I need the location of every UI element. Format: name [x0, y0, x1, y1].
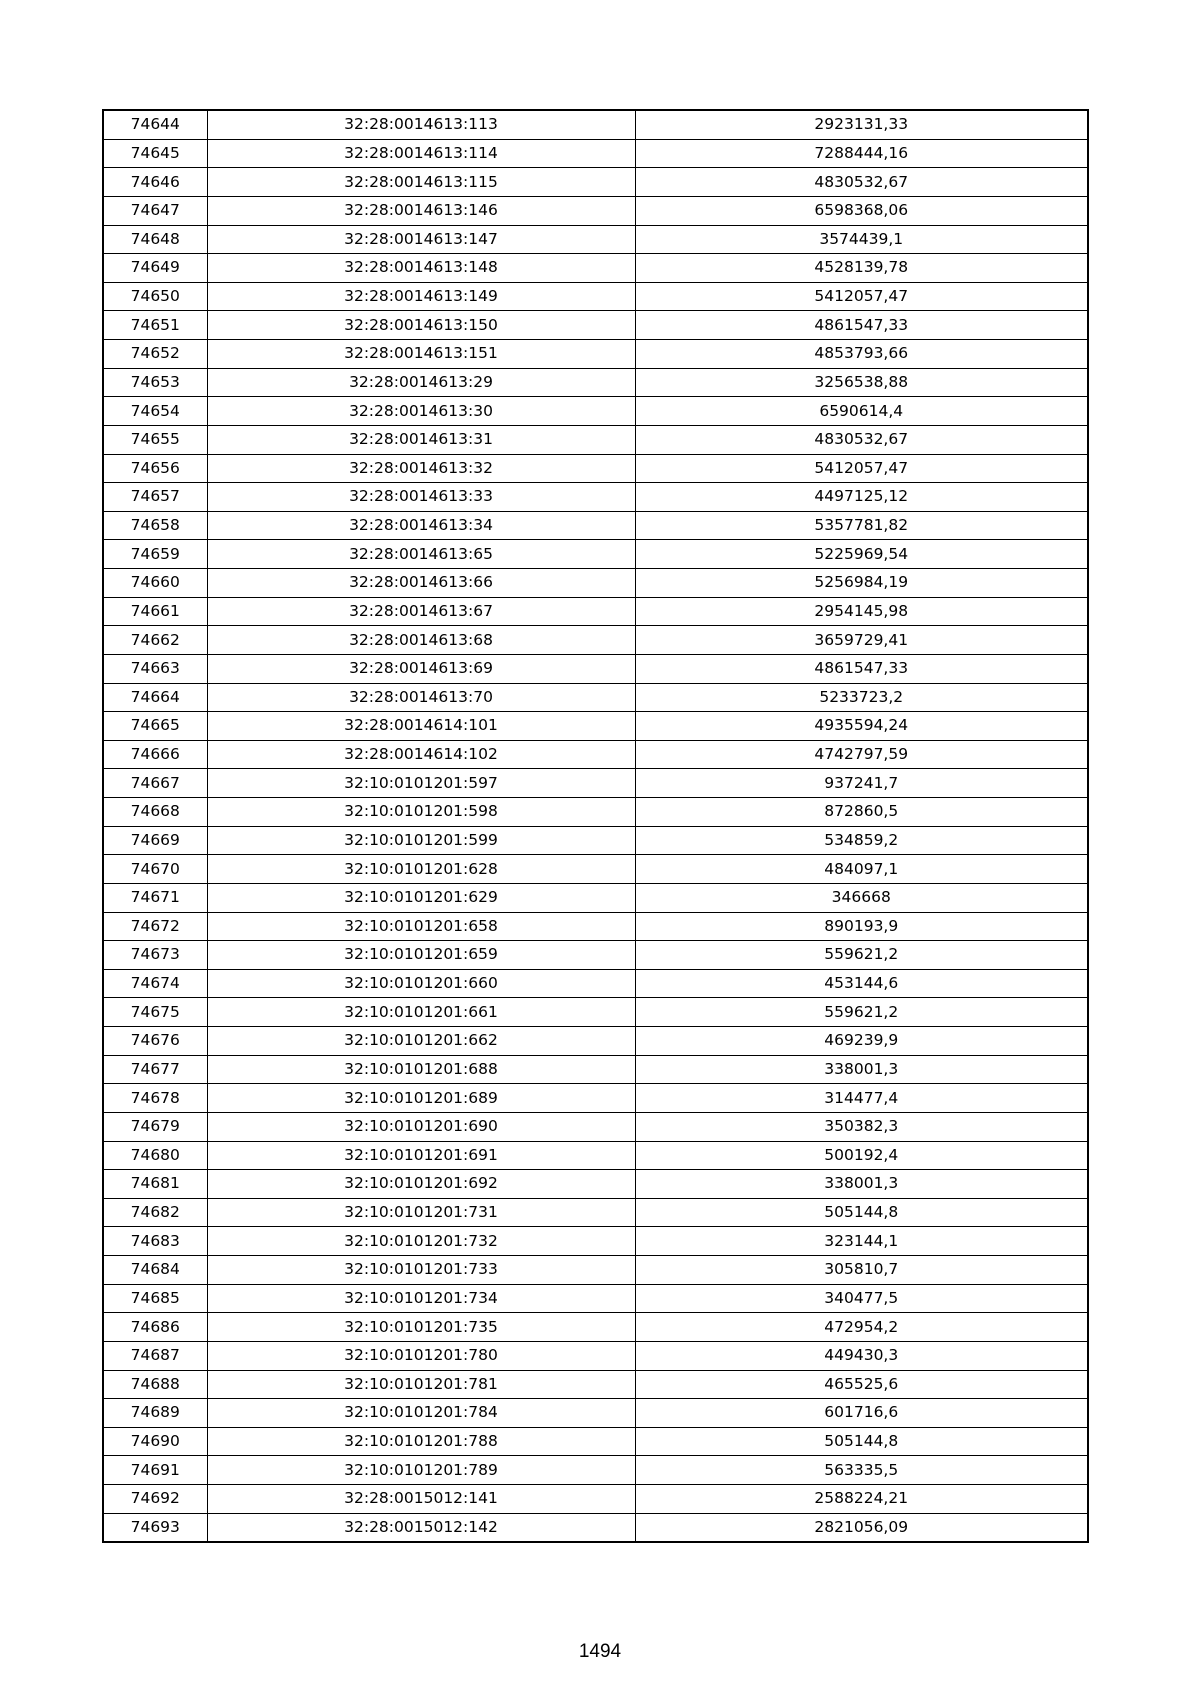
cadastral-number-cell: 32:10:0101201:660: [207, 969, 635, 998]
table-row: [103, 569, 1088, 598]
table-row: [103, 1284, 1088, 1313]
table-row: [103, 1227, 1088, 1256]
table-row: [103, 1313, 1088, 1342]
row-number-cell: 74655: [103, 425, 207, 454]
cadastral-number-cell: 32:10:0101201:629: [207, 883, 635, 912]
table-row: [103, 397, 1088, 426]
row-number-cell: 74691: [103, 1456, 207, 1485]
value-cell: 5233723,2: [635, 683, 1088, 712]
table-row: [103, 798, 1088, 827]
row-number-cell: 74676: [103, 1027, 207, 1056]
table-row: [103, 1427, 1088, 1456]
table-row: [103, 597, 1088, 626]
value-cell: 323144,1: [635, 1227, 1088, 1256]
value-cell: 4830532,67: [635, 425, 1088, 454]
cadastral-number-cell: 32:10:0101201:784: [207, 1399, 635, 1428]
value-cell: 465525,6: [635, 1370, 1088, 1399]
cadastral-number-cell: 32:10:0101201:733: [207, 1256, 635, 1285]
row-number-cell: 74656: [103, 454, 207, 483]
cadastral-number-cell: 32:10:0101201:780: [207, 1341, 635, 1370]
row-number-cell: 74678: [103, 1084, 207, 1113]
cadastral-number-cell: 32:28:0014613:29: [207, 368, 635, 397]
table-row: [103, 912, 1088, 941]
cadastral-number-cell: 32:28:0014613:149: [207, 282, 635, 311]
cadastral-number-cell: 32:28:0015012:142: [207, 1513, 635, 1542]
cadastral-number-cell: 32:10:0101201:661: [207, 998, 635, 1027]
table-row: [103, 282, 1088, 311]
cadastral-number-cell: 32:28:0014613:69: [207, 654, 635, 683]
table-row: [103, 1456, 1088, 1485]
table-row: [103, 110, 1088, 139]
value-cell: 340477,5: [635, 1284, 1088, 1313]
row-number-cell: 74686: [103, 1313, 207, 1342]
cadastral-number-cell: 32:28:0014613:32: [207, 454, 635, 483]
cadastral-number-cell: 32:28:0014613:33: [207, 483, 635, 512]
cadastral-number-cell: 32:28:0014613:115: [207, 168, 635, 197]
table-row: [103, 425, 1088, 454]
row-number-cell: 74666: [103, 740, 207, 769]
row-number-cell: 74685: [103, 1284, 207, 1313]
value-cell: 449430,3: [635, 1341, 1088, 1370]
cadastral-number-cell: 32:10:0101201:789: [207, 1456, 635, 1485]
row-number-cell: 74654: [103, 397, 207, 426]
table-row: [103, 1485, 1088, 1514]
value-cell: 469239,9: [635, 1027, 1088, 1056]
table-row: [103, 654, 1088, 683]
row-number-cell: 74664: [103, 683, 207, 712]
value-cell: 4861547,33: [635, 311, 1088, 340]
row-number-cell: 74645: [103, 139, 207, 168]
cadastral-number-cell: 32:28:0014613:68: [207, 626, 635, 655]
table-body: [103, 110, 1088, 1542]
table-row: [103, 712, 1088, 741]
row-number-cell: 74690: [103, 1427, 207, 1456]
row-number-cell: 74687: [103, 1341, 207, 1370]
cadastral-number-cell: 32:28:0014613:31: [207, 425, 635, 454]
value-cell: 484097,1: [635, 855, 1088, 884]
table-row: [103, 311, 1088, 340]
cadastral-number-cell: 32:10:0101201:628: [207, 855, 635, 884]
cadastral-number-cell: 32:10:0101201:781: [207, 1370, 635, 1399]
cadastral-number-cell: 32:28:0014613:66: [207, 569, 635, 598]
row-number-cell: 74648: [103, 225, 207, 254]
value-cell: 890193,9: [635, 912, 1088, 941]
row-number-cell: 74661: [103, 597, 207, 626]
cadastral-number-cell: 32:28:0014613:70: [207, 683, 635, 712]
row-number-cell: 74650: [103, 282, 207, 311]
table-row: [103, 1084, 1088, 1113]
table-row: [103, 1341, 1088, 1370]
value-cell: 314477,4: [635, 1084, 1088, 1113]
cadastral-number-cell: 32:10:0101201:689: [207, 1084, 635, 1113]
value-cell: 3574439,1: [635, 225, 1088, 254]
row-number-cell: 74693: [103, 1513, 207, 1542]
value-cell: 559621,2: [635, 998, 1088, 1027]
table-row: [103, 941, 1088, 970]
row-number-cell: 74689: [103, 1399, 207, 1428]
value-cell: 6598368,06: [635, 196, 1088, 225]
table-row: [103, 1141, 1088, 1170]
cadastral-number-cell: 32:28:0014613:65: [207, 540, 635, 569]
page-number: 1494: [578, 1641, 622, 1662]
table-row: [103, 368, 1088, 397]
cadastral-number-cell: 32:10:0101201:688: [207, 1055, 635, 1084]
value-cell: 5412057,47: [635, 282, 1088, 311]
table-row: [103, 1370, 1088, 1399]
cadastral-number-cell: 32:28:0014613:30: [207, 397, 635, 426]
cadastral-number-cell: 32:28:0014613:34: [207, 511, 635, 540]
row-number-cell: 74680: [103, 1141, 207, 1170]
value-cell: 3256538,88: [635, 368, 1088, 397]
cadastral-number-cell: 32:28:0014613:67: [207, 597, 635, 626]
table-row: [103, 1399, 1088, 1428]
row-number-cell: 74670: [103, 855, 207, 884]
cadastral-number-cell: 32:10:0101201:659: [207, 941, 635, 970]
data-table: [102, 109, 1089, 1543]
value-cell: 505144,8: [635, 1198, 1088, 1227]
cadastral-number-cell: 32:28:0014613:113: [207, 110, 635, 139]
table-row: [103, 1027, 1088, 1056]
table-row: [103, 740, 1088, 769]
value-cell: 4861547,33: [635, 654, 1088, 683]
table-row: [103, 826, 1088, 855]
row-number-cell: 74675: [103, 998, 207, 1027]
value-cell: 338001,3: [635, 1170, 1088, 1199]
row-number-cell: 74669: [103, 826, 207, 855]
table-row: [103, 883, 1088, 912]
row-number-cell: 74649: [103, 254, 207, 283]
table-row: [103, 511, 1088, 540]
row-number-cell: 74671: [103, 883, 207, 912]
cadastral-number-cell: 32:28:0014613:150: [207, 311, 635, 340]
cadastral-number-cell: 32:10:0101201:690: [207, 1112, 635, 1141]
value-cell: 7288444,16: [635, 139, 1088, 168]
row-number-cell: 74672: [103, 912, 207, 941]
cadastral-number-cell: 32:10:0101201:732: [207, 1227, 635, 1256]
value-cell: 500192,4: [635, 1141, 1088, 1170]
table-row: [103, 168, 1088, 197]
table-row: [103, 969, 1088, 998]
value-cell: 4742797,59: [635, 740, 1088, 769]
table-row: [103, 225, 1088, 254]
row-number-cell: 74646: [103, 168, 207, 197]
value-cell: 2954145,98: [635, 597, 1088, 626]
row-number-cell: 74692: [103, 1485, 207, 1514]
row-number-cell: 74684: [103, 1256, 207, 1285]
cadastral-number-cell: 32:10:0101201:658: [207, 912, 635, 941]
row-number-cell: 74653: [103, 368, 207, 397]
row-number-cell: 74667: [103, 769, 207, 798]
cadastral-number-cell: 32:10:0101201:598: [207, 798, 635, 827]
table-row: [103, 1112, 1088, 1141]
row-number-cell: 74682: [103, 1198, 207, 1227]
value-cell: 534859,2: [635, 826, 1088, 855]
value-cell: 4528139,78: [635, 254, 1088, 283]
row-number-cell: 74659: [103, 540, 207, 569]
cadastral-number-cell: 32:10:0101201:788: [207, 1427, 635, 1456]
value-cell: 472954,2: [635, 1313, 1088, 1342]
row-number-cell: 74660: [103, 569, 207, 598]
table-row: [103, 769, 1088, 798]
cadastral-number-cell: 32:10:0101201:599: [207, 826, 635, 855]
value-cell: 5412057,47: [635, 454, 1088, 483]
cadastral-number-cell: 32:28:0014613:151: [207, 340, 635, 369]
cadastral-number-cell: 32:10:0101201:662: [207, 1027, 635, 1056]
value-cell: 5357781,82: [635, 511, 1088, 540]
table-row: [103, 1170, 1088, 1199]
row-number-cell: 74673: [103, 941, 207, 970]
value-cell: 350382,3: [635, 1112, 1088, 1141]
row-number-cell: 74647: [103, 196, 207, 225]
table-row: [103, 483, 1088, 512]
cadastral-number-cell: 32:10:0101201:692: [207, 1170, 635, 1199]
value-cell: 4935594,24: [635, 712, 1088, 741]
value-cell: 305810,7: [635, 1256, 1088, 1285]
cadastral-number-cell: 32:10:0101201:731: [207, 1198, 635, 1227]
table-row: [103, 626, 1088, 655]
value-cell: 2588224,21: [635, 1485, 1088, 1514]
row-number-cell: 74677: [103, 1055, 207, 1084]
table-row: [103, 1513, 1088, 1542]
table-row: [103, 454, 1088, 483]
row-number-cell: 74679: [103, 1112, 207, 1141]
row-number-cell: 74683: [103, 1227, 207, 1256]
table-row: [103, 1198, 1088, 1227]
cadastral-number-cell: 32:10:0101201:735: [207, 1313, 635, 1342]
table-row: [103, 340, 1088, 369]
table-row: [103, 683, 1088, 712]
row-number-cell: 74662: [103, 626, 207, 655]
value-cell: 2821056,09: [635, 1513, 1088, 1542]
table-row: [103, 1256, 1088, 1285]
row-number-cell: 74651: [103, 311, 207, 340]
cadastral-number-cell: 32:28:0014613:147: [207, 225, 635, 254]
table-row: [103, 1055, 1088, 1084]
value-cell: 5225969,54: [635, 540, 1088, 569]
table-row: [103, 855, 1088, 884]
cadastral-number-cell: 32:28:0014613:114: [207, 139, 635, 168]
row-number-cell: 74688: [103, 1370, 207, 1399]
table-row: [103, 196, 1088, 225]
cadastral-number-cell: 32:28:0014614:101: [207, 712, 635, 741]
value-cell: 6590614,4: [635, 397, 1088, 426]
value-cell: 338001,3: [635, 1055, 1088, 1084]
row-number-cell: 74681: [103, 1170, 207, 1199]
row-number-cell: 74658: [103, 511, 207, 540]
value-cell: 505144,8: [635, 1427, 1088, 1456]
cadastral-number-cell: 32:10:0101201:691: [207, 1141, 635, 1170]
row-number-cell: 74652: [103, 340, 207, 369]
row-number-cell: 74663: [103, 654, 207, 683]
cadastral-number-cell: 32:10:0101201:734: [207, 1284, 635, 1313]
value-cell: 872860,5: [635, 798, 1088, 827]
value-cell: 453144,6: [635, 969, 1088, 998]
value-cell: 3659729,41: [635, 626, 1088, 655]
value-cell: 2923131,33: [635, 110, 1088, 139]
value-cell: 346668: [635, 883, 1088, 912]
table-row: [103, 540, 1088, 569]
table-row: [103, 998, 1088, 1027]
cadastral-number-cell: 32:28:0015012:141: [207, 1485, 635, 1514]
value-cell: 4497125,12: [635, 483, 1088, 512]
cadastral-number-cell: 32:28:0014613:146: [207, 196, 635, 225]
row-number-cell: 74657: [103, 483, 207, 512]
value-cell: 563335,5: [635, 1456, 1088, 1485]
value-cell: 5256984,19: [635, 569, 1088, 598]
value-cell: 937241,7: [635, 769, 1088, 798]
table-row: [103, 139, 1088, 168]
value-cell: 4853793,66: [635, 340, 1088, 369]
row-number-cell: 74644: [103, 110, 207, 139]
cadastral-number-cell: 32:28:0014613:148: [207, 254, 635, 283]
cadastral-number-cell: 32:28:0014614:102: [207, 740, 635, 769]
row-number-cell: 74668: [103, 798, 207, 827]
table-row: [103, 254, 1088, 283]
row-number-cell: 74665: [103, 712, 207, 741]
cadastral-number-cell: 32:10:0101201:597: [207, 769, 635, 798]
value-cell: 4830532,67: [635, 168, 1088, 197]
value-cell: 601716,6: [635, 1399, 1088, 1428]
value-cell: 559621,2: [635, 941, 1088, 970]
row-number-cell: 74674: [103, 969, 207, 998]
